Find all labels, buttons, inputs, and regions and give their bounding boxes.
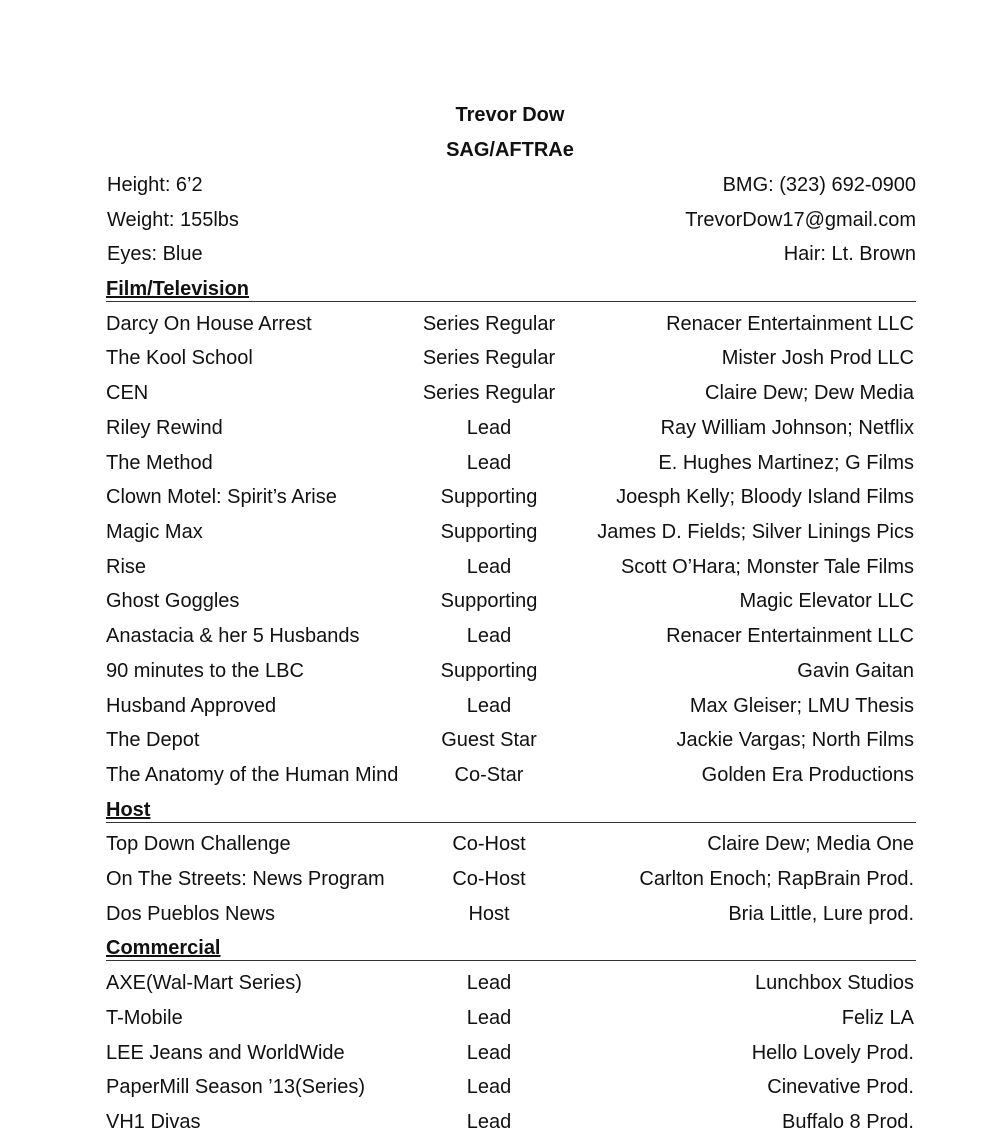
credit-row — [106, 1006, 916, 1030]
credit-role: Lead — [466, 695, 512, 717]
info-right: Hair: Lt. Brown — [783, 243, 916, 265]
info-left: Weight: 155lbs — [107, 209, 239, 231]
credit-role: Lead — [466, 452, 512, 474]
info-row — [106, 173, 916, 197]
credit-role: Guest Star — [441, 729, 537, 751]
section-heading — [106, 798, 916, 823]
credit-title: Darcy On House Arrest — [106, 313, 312, 335]
credit-title: Ghost Goggles — [106, 590, 240, 612]
credit-row — [106, 902, 916, 926]
credit-title: Dos Pueblos News — [106, 903, 275, 925]
credit-row — [106, 346, 916, 370]
credit-title: The Method — [106, 452, 213, 474]
credit-title: CEN — [106, 382, 149, 404]
credit-role: Co-Host — [452, 833, 526, 855]
info-left: Eyes: Blue — [107, 243, 203, 265]
credit-title: Anastacia & her 5 Husbands — [106, 625, 360, 647]
credit-company: Claire Dew; Media One — [707, 833, 914, 855]
credit-row — [106, 728, 916, 752]
credit-company: Mister Josh Prod LLC — [721, 347, 914, 369]
credit-title: Clown Motel: Spirit’s Arise — [106, 486, 337, 508]
credit-row — [106, 694, 916, 718]
credit-company: Jackie Vargas; North Films — [676, 729, 914, 751]
credit-company: James D. Fields; Silver Linings Pics — [597, 521, 914, 543]
credit-title: 90 minutes to the LBC — [106, 660, 304, 682]
credit-role: Lead — [466, 1076, 512, 1098]
credit-title: Top Down Challenge — [106, 833, 291, 855]
credit-row — [106, 312, 916, 336]
credit-company: Golden Era Productions — [701, 764, 914, 786]
section-title: Film/Television — [106, 278, 249, 300]
section-heading — [106, 277, 916, 302]
credit-company: Scott O’Hara; Monster Tale Films — [620, 556, 914, 578]
credit-row — [106, 520, 916, 544]
credit-row — [106, 485, 916, 509]
credit-title: Magic Max — [106, 521, 203, 543]
credit-role: Co-Host — [452, 868, 526, 890]
credit-title: On The Streets: News Program — [106, 868, 385, 890]
credit-title: PaperMill Season ’13(Series) — [106, 1076, 366, 1098]
credit-role: Series Regular — [422, 382, 556, 404]
credit-role: Co-Star — [454, 764, 524, 786]
credit-title: The Depot — [106, 729, 200, 751]
info-row — [106, 208, 916, 232]
credit-row — [106, 381, 916, 405]
credit-role: Lead — [466, 556, 512, 578]
section-heading — [106, 936, 916, 961]
credit-company: Gavin Gaitan — [797, 660, 914, 682]
credit-row — [106, 867, 916, 891]
credit-row — [106, 555, 916, 579]
credit-company: Magic Elevator LLC — [739, 590, 914, 612]
info-right: BMG: (323) 692-0900 — [722, 174, 916, 196]
credit-row — [106, 659, 916, 683]
credit-role: Series Regular — [422, 347, 556, 369]
credit-company: Cinevative Prod. — [767, 1076, 914, 1098]
credit-company: Feliz LA — [841, 1007, 914, 1029]
credit-row — [106, 1075, 916, 1099]
credit-title: VH1 Divas — [106, 1111, 201, 1133]
credit-company: Hello Lovely Prod. — [751, 1042, 914, 1064]
credit-row — [106, 589, 916, 613]
credit-row — [106, 624, 916, 648]
credit-role: Lead — [466, 1111, 512, 1133]
credit-title: Rise — [106, 556, 147, 578]
credit-role: Supporting — [440, 521, 538, 543]
credit-row — [106, 416, 916, 440]
credit-company: Renacer Entertainment LLC — [666, 625, 914, 647]
credit-role: Host — [468, 903, 510, 925]
section-title: Commercial — [106, 937, 221, 959]
credit-company: Claire Dew; Dew Media — [705, 382, 914, 404]
credit-role: Supporting — [440, 590, 538, 612]
credit-title: Riley Rewind — [106, 417, 223, 439]
credit-company: Lunchbox Studios — [754, 972, 914, 994]
section-title: Host — [106, 799, 151, 821]
credit-row — [106, 763, 916, 787]
credit-row — [106, 832, 916, 856]
credit-title: LEE Jeans and WorldWide — [106, 1042, 345, 1064]
credit-row — [106, 1110, 916, 1134]
credit-role: Lead — [466, 417, 512, 439]
credit-company: Ray William Johnson; Netflix — [660, 417, 914, 439]
credit-title: The Kool School — [106, 347, 253, 369]
credit-role: Lead — [466, 1042, 512, 1064]
credit-role: Supporting — [440, 486, 538, 508]
credit-company: E. Hughes Martinez; G Films — [658, 452, 914, 474]
credit-company: Buffalo 8 Prod. — [782, 1111, 914, 1133]
credit-role: Series Regular — [422, 313, 556, 335]
info-right: TrevorDow17@gmail.com — [685, 209, 916, 231]
credit-company: Carlton Enoch; RapBrain Prod. — [639, 868, 914, 890]
credit-company: Joesph Kelly; Bloody Island Films — [616, 486, 914, 508]
info-row — [106, 242, 916, 266]
credit-company: Max Gleiser; LMU Thesis — [689, 695, 914, 717]
credit-role: Supporting — [440, 660, 538, 682]
credit-role: Lead — [466, 625, 512, 647]
credit-row — [106, 971, 916, 995]
credit-company: Bria Little, Lure prod. — [728, 903, 914, 925]
credit-title: AXE(Wal-Mart Series) — [106, 972, 302, 994]
credit-row — [106, 1041, 916, 1065]
credit-title: T-Mobile — [106, 1007, 183, 1029]
credit-role: Lead — [466, 972, 512, 994]
credit-title: The Anatomy of the Human Mind — [106, 764, 399, 786]
actor-name: Trevor Dow — [455, 104, 565, 126]
credit-row — [106, 451, 916, 475]
credit-role: Lead — [466, 1007, 512, 1029]
union-affiliation: SAG/AFTRAe — [446, 139, 574, 161]
credit-title: Husband Approved — [106, 695, 277, 717]
credit-company: Renacer Entertainment LLC — [666, 313, 914, 335]
info-left: Height: 6’2 — [107, 174, 203, 196]
